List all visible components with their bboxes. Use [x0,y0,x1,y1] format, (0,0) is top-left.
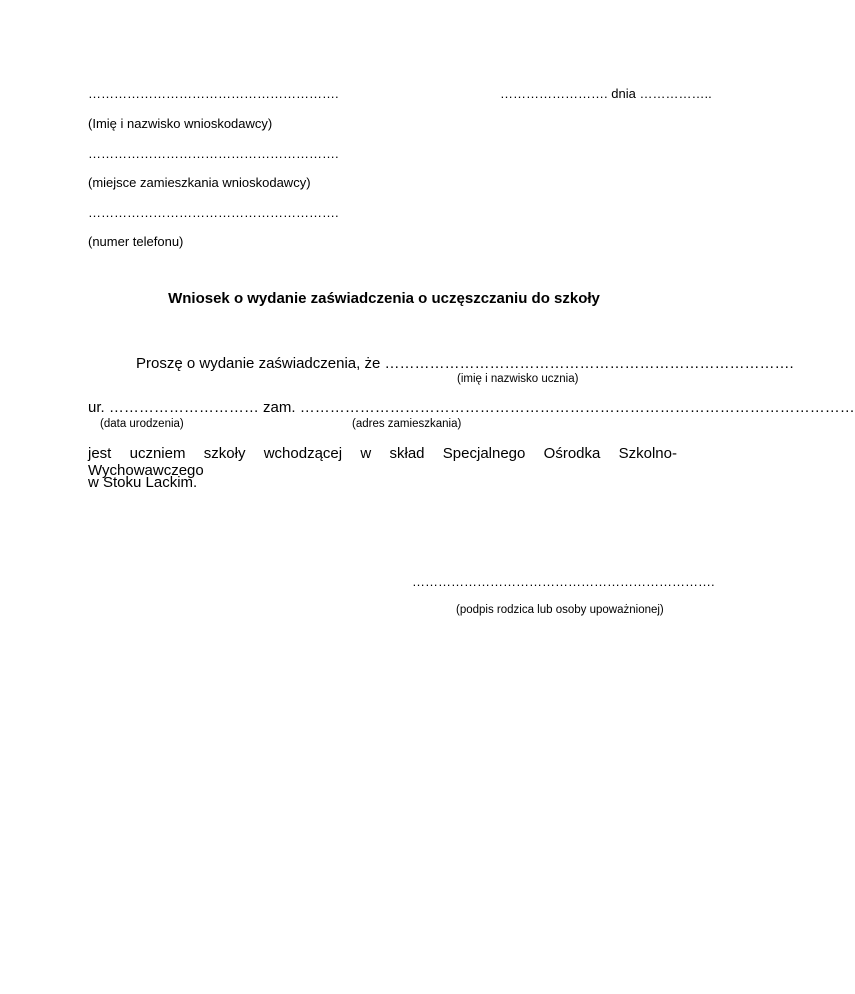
request-text: Proszę o wydanie zaświadczenia, że [136,355,381,372]
born-prefix: ur. [88,399,105,416]
student-address-line: ………………………………………………………………………………………………… [299,399,855,416]
applicant-name-line: …………………………………………………. [88,86,339,101]
residence-prefix: zam. [263,399,296,416]
student-name-label: (imię i nazwisko ucznia) [457,373,579,385]
date-line: …………….. [639,86,712,101]
statement-line-1: jest uczniem szkoły wchodzącej w skład Specjalnego Ośrodka Szkolno-Wychowawczego [88,445,677,479]
applicant-phone-line: …………………………………………………. [88,205,339,220]
applicant-name-label: (Imię i nazwisko wnioskodawcy) [88,116,273,131]
address-label: (adres zamieszkania) [352,418,462,430]
birth-date-line: ………………………… [108,399,259,416]
signature-line: ……………………………………………………………. [412,574,715,589]
applicant-residence-label: (miejsce zamieszkania wnioskodawcy) [88,175,311,190]
birth-date-label: (data urodzenia) [100,418,184,430]
applicant-phone-label: (numer telefonu) [88,234,184,249]
applicant-residence-line: …………………………………………………. [88,146,339,161]
date-word: dnia [611,86,636,101]
birth-residence-row [88,399,855,416]
signature-label: (podpis rodzica lub osoby upoważnionej) [456,604,664,616]
request-row [136,355,794,372]
document-title: Wniosek o wydanie zaświadczenia o uczęszczaniu do szkoły [168,290,600,307]
place-line: ……………………. [500,86,608,101]
date-field [500,86,712,101]
statement-line-2: w Stoku Lackim. [88,474,198,491]
student-name-line: ………………………………………………………………………. [384,355,794,372]
